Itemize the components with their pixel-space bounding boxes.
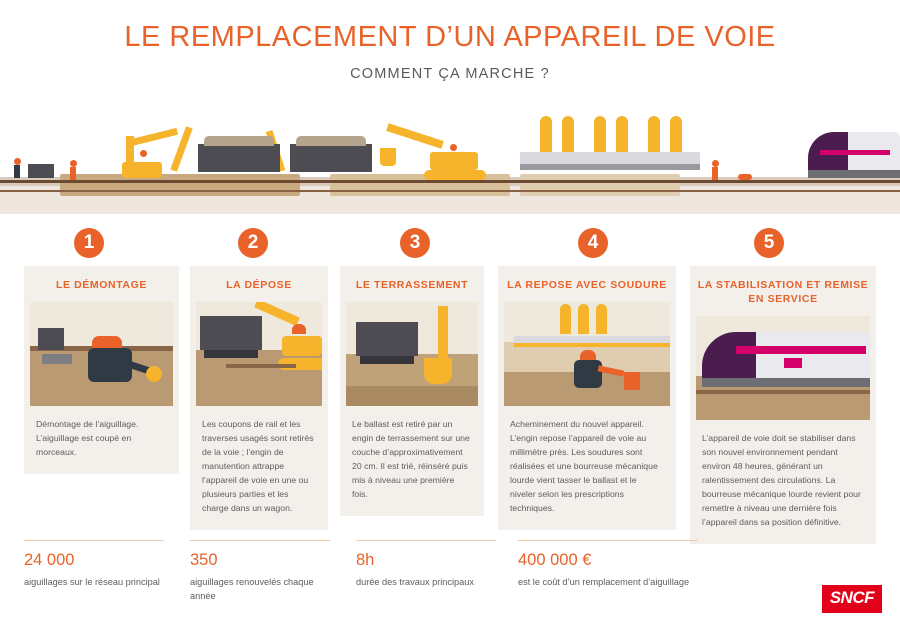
hero-gantry-leg: [616, 116, 628, 152]
stat-item-3-value: 8h: [356, 550, 375, 569]
hero-excavator-bucket: [380, 148, 396, 166]
step-card-5-illustration: [696, 316, 870, 420]
illu-gantry-leg: [560, 304, 571, 334]
illu-switch-panel: [514, 336, 670, 343]
hero-worker-head: [712, 160, 719, 167]
hero-excavator-tracks: [424, 170, 486, 180]
step-card-2-title: LA DÉPOSE: [226, 278, 292, 291]
illu-gantry-leg: [578, 304, 589, 334]
stat-item-1-value: 24 000: [24, 550, 75, 569]
stat-item-4: [518, 540, 698, 589]
step-card-2-illustration: [196, 302, 322, 406]
stat-item-3: [356, 540, 496, 589]
hero-toolbox: [738, 174, 752, 180]
step-card-1-illustration: [30, 302, 173, 406]
step-card-5[interactable]: [690, 266, 876, 544]
hero-worker-head: [450, 144, 457, 151]
hero-worker-body: [712, 167, 718, 180]
illu-tgv-logo: [784, 358, 802, 368]
hero-gantry-leg: [562, 116, 574, 152]
hero-worker-head: [70, 160, 77, 167]
hero-worker-body: [70, 167, 76, 180]
step-card-3-text: Le ballast est retiré par un engin de terrassement sur une couche d’approximativement 20 cm. Il est trié, réinséré puis mis à niveau une première fois.: [352, 419, 470, 499]
hero-worker-body: [14, 165, 20, 178]
illu-wagon: [356, 322, 418, 356]
illu-operator-helmet: [292, 324, 306, 334]
illu-gantry-leg: [596, 304, 607, 334]
hero-gantry-leg: [670, 116, 682, 152]
hero-rail-secondary: [0, 190, 900, 192]
illu-cutting-sparks: [146, 366, 162, 382]
step-card-4-illustration: [504, 302, 670, 406]
step-card-3[interactable]: [340, 266, 484, 516]
stat-item-3-label: durée des travaux principaux: [356, 576, 474, 587]
step-card-1-title: LE DÉMONTAGE: [55, 278, 147, 291]
step-number-2: 2: [238, 228, 268, 258]
illu-tgv-stripe: [736, 346, 866, 354]
illu-welding-unit: [624, 372, 640, 390]
hero-excavator-body: [430, 152, 478, 170]
sncf-logo: SNCF: [822, 585, 882, 613]
steps-container: [0, 266, 900, 534]
hero-switch-base: [520, 164, 700, 170]
stat-item-4-value: 400 000 €: [518, 550, 592, 569]
hero-rail: [0, 180, 900, 183]
step-card-1-text: Démontage de l’aiguillage. L’aiguillage est coupé en morceaux.: [36, 419, 139, 457]
page-header: [0, 0, 900, 82]
illu-excavator-body: [282, 336, 322, 356]
hero-tgv-stripe: [820, 150, 890, 155]
hero-equipment-box: [28, 164, 54, 178]
stat-item-4-label: est le coût d’un remplacement d’aiguillage: [518, 576, 690, 587]
step-card-5-title: LA STABILISATION ET REMISE EN SERVICE: [697, 278, 869, 306]
illu-wagon: [200, 316, 262, 350]
step-card-5-text: L’appareil de voie doit se stabiliser dans son nouvel environnement pendant environ 48 heures, générant un ralentissement des circulations. La bourreuse mécanique lourde revient pour remettre à niveau une dernière fois l’appareil dans sa position définitive.: [702, 433, 861, 527]
illu-ballast-layer: [346, 386, 478, 406]
illu-tgv-skirt: [702, 378, 870, 387]
hero-worker-head: [140, 150, 147, 157]
step-card-1[interactable]: [24, 266, 179, 474]
hero-wagon: [290, 144, 372, 172]
page-subtitle: COMMENT ÇA MARCHE ?: [350, 65, 550, 82]
stat-item-2-value: 350: [190, 550, 218, 569]
step-card-3-title: LE TERRASSEMENT: [355, 278, 469, 291]
illu-wagon-underframe: [204, 350, 258, 358]
illu-excavator-arm: [438, 306, 448, 364]
hero-excavator-body: [122, 162, 162, 178]
stats-row: [0, 540, 900, 620]
hero-gantry-leg: [540, 116, 552, 152]
stat-item-1: [24, 540, 164, 589]
illu-excavator-bucket: [424, 358, 452, 384]
hero-wagon-load: [204, 136, 274, 146]
hero-illustration: [0, 104, 900, 224]
hero-gantry-leg: [648, 116, 660, 152]
hero-worker-head: [14, 158, 21, 165]
step-card-3-illustration: [346, 302, 478, 406]
step-card-4-title: LA REPOSE AVEC SOUDURE: [507, 278, 667, 291]
step-number-5: 5: [754, 228, 784, 258]
step-card-2[interactable]: [190, 266, 328, 530]
hero-tgv-skirt: [808, 170, 900, 178]
hero-wagon: [198, 144, 280, 172]
hero-dirt-patch: [60, 174, 300, 196]
hero-switch-panel: [520, 152, 700, 164]
illu-wagon-underframe: [360, 356, 414, 364]
step-number-1: 1: [74, 228, 104, 258]
stat-item-1-label: aiguillages sur le réseau principal: [24, 576, 160, 587]
illu-equipment-box: [38, 328, 64, 350]
illu-rail: [696, 390, 870, 394]
step-card-2-text: Les coupons de rail et les traverses usagés sont retirés de la voie ; l’engin de manutention attrappe l’appareil de voie en une ou plusieurs parties et les charge dans un wagon.: [202, 419, 314, 513]
hero-wagon-load: [296, 136, 366, 146]
illu-tool-case: [42, 354, 72, 364]
hero-dirt-patch: [520, 174, 680, 196]
stat-item-2: [190, 540, 330, 604]
hero-gantry-leg: [594, 116, 606, 152]
illu-rail-segment: [226, 364, 296, 368]
step-number-4: 4: [578, 228, 608, 258]
step-card-4-text: Acheminement du nouvel appareil. L’engin repose l’appareil de voie au millimètre près. Les soudures sont réalisées et une bourreuse mécanique lourde vient tasser le ballast et le niveler selon les prescriptions techniques.: [510, 419, 658, 513]
page-title: LE REMPLACEMENT D’UN APPAREIL DE VOIE: [124, 21, 776, 53]
step-number-3: 3: [400, 228, 430, 258]
illu-switch-base: [514, 343, 670, 347]
step-number-row: [0, 228, 900, 264]
stat-item-2-label: aiguillages renouvelés chaque année: [190, 576, 314, 602]
step-card-4[interactable]: [498, 266, 676, 530]
illu-worker-body: [574, 360, 602, 388]
